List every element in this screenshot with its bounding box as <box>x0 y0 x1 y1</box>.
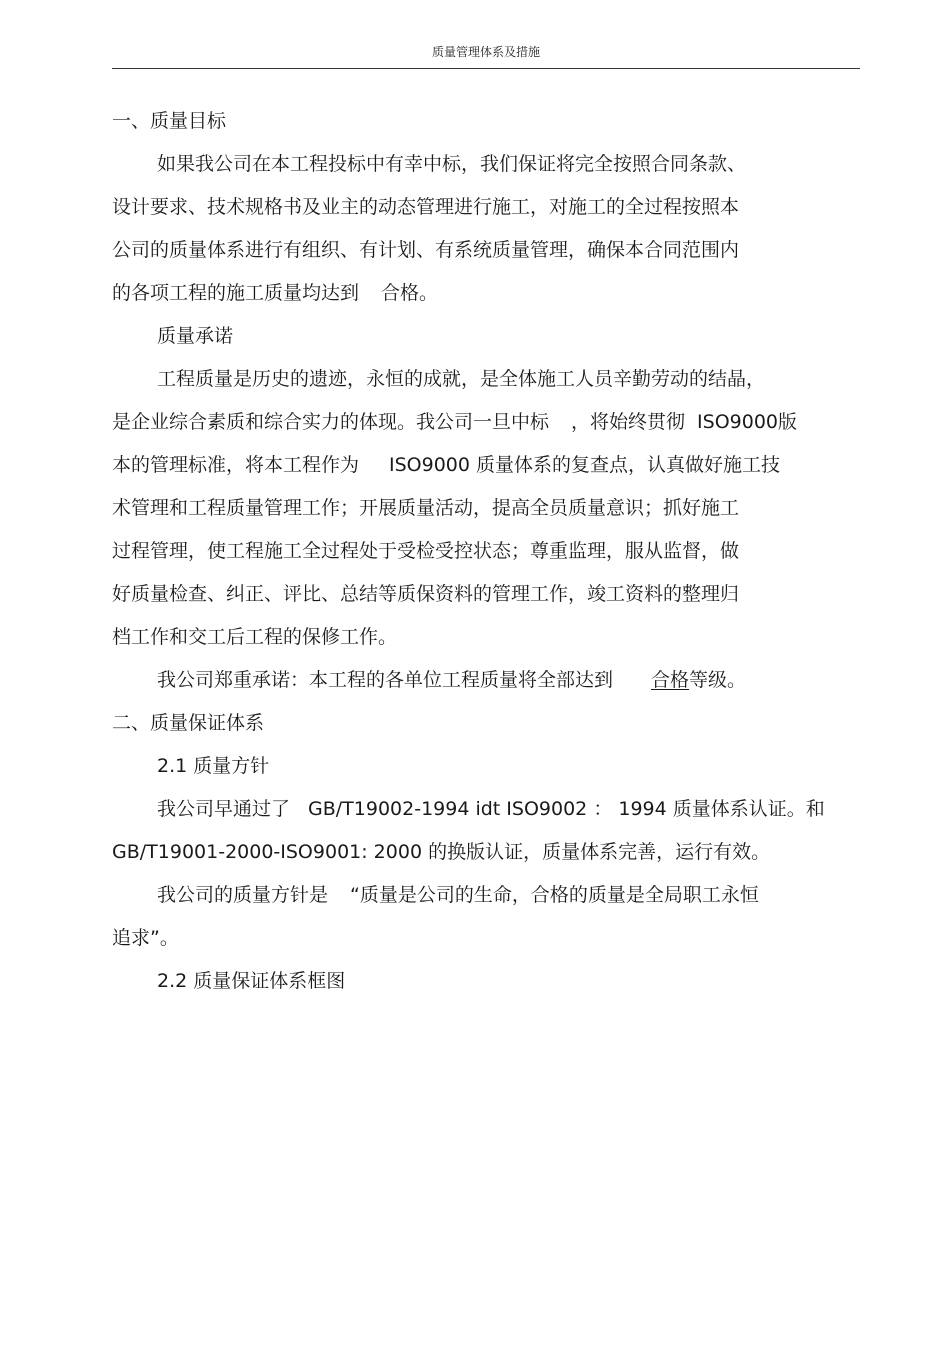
text-run: 我公司的质量方针是 <box>157 884 329 906</box>
text-run: 术管理和工程质量管理工作；开展质量活动，提高全员质量意识；抓好施工 <box>112 497 740 519</box>
text-run: 我公司郑重承诺：本工程的各单位工程质量将全部达到 <box>157 669 614 691</box>
subheading-2-2 <box>112 960 862 1003</box>
text-run: 本的管理标准，将本工程作为 <box>112 454 360 476</box>
paragraph-line <box>112 831 862 874</box>
paragraph-line <box>112 874 862 917</box>
text-run: 质量承诺 <box>157 325 234 347</box>
subheading-quality-commitment <box>112 315 862 358</box>
text-run: ，将始终贯彻 <box>571 411 686 433</box>
paragraph-line <box>112 444 862 487</box>
page-header: 质量管理体系及措施 <box>431 45 540 59</box>
text-run: 2.2 质量保证体系框图 <box>157 970 346 992</box>
text-run: 好质量检查、纠正、评比、总结等质保资料的管理工作，竣工资料的整理归 <box>112 583 740 605</box>
section-heading-quality-assurance <box>112 702 862 745</box>
heading-text: 二、质量保证体系 <box>112 712 265 734</box>
text-run: “质量是公司的生命，合格的质量是全局职工永恒 <box>350 884 759 906</box>
paragraph-line <box>112 659 862 702</box>
section-heading-quality-goal <box>112 100 862 143</box>
text-run: 的各项工程的施工质量均达到 <box>112 282 360 304</box>
paragraph-line <box>112 573 862 616</box>
text-run: 是企业综合素质和综合实力的体现。我公司一旦中标 <box>112 411 550 433</box>
text-run: 等级。 <box>689 669 747 691</box>
text-run: 追求”。 <box>112 927 179 949</box>
paragraph-line <box>112 358 862 401</box>
text-run: 如果我公司在本工程投标中有幸中标，我们保证将完全按照合同条款、 <box>157 153 747 175</box>
paragraph-line <box>112 487 862 530</box>
text-run: 档工作和交工后工程的保修工作。 <box>112 626 398 648</box>
text-run: 过程管理，使工程施工全过程处于受检受控状态；尊重监理，服从监督，做 <box>112 540 740 562</box>
header-divider <box>112 68 860 69</box>
paragraph-line <box>112 143 862 186</box>
text-run: 2.1 质量方针 <box>157 755 270 777</box>
paragraph-line <box>112 616 862 659</box>
paragraph-line <box>112 401 862 444</box>
paragraph-line <box>112 788 862 831</box>
text-run: 工程质量是历史的遗迹，永恒的成就，是全体施工人员辛勤劳动的结晶， <box>157 368 766 390</box>
text-run: 合格。 <box>381 282 439 304</box>
text-run: ISO9000版 <box>697 411 798 433</box>
text-run: GB/T19002-1994 idt ISO9002 ： 1994 质量体系认证。和 <box>308 798 825 820</box>
paragraph-line <box>112 917 862 960</box>
text-run: 公司的质量体系进行有组织、有计划、有系统质量管理，确保本合同范围内 <box>112 239 740 261</box>
paragraph-line <box>112 272 862 315</box>
subheading-2-1 <box>112 745 862 788</box>
text-run: GB/T19001-2000-ISO9001: 2000 的换版认证，质量体系完善，运行有效。 <box>112 841 771 863</box>
paragraph-line <box>112 530 862 573</box>
paragraph-line <box>112 186 862 229</box>
text-run: ISO9000 质量体系的复查点，认真做好施工技 <box>389 454 781 476</box>
text-run: 设计要求、技术规格书及业主的动态管理进行施工，对施工的全过程按照本 <box>112 196 740 218</box>
paragraph-line <box>112 229 862 272</box>
underlined-grade: 合格 <box>651 669 690 691</box>
text-run: 我公司早通过了 <box>157 798 291 820</box>
document-body <box>112 100 862 1003</box>
heading-text: 一、质量目标 <box>112 110 227 132</box>
